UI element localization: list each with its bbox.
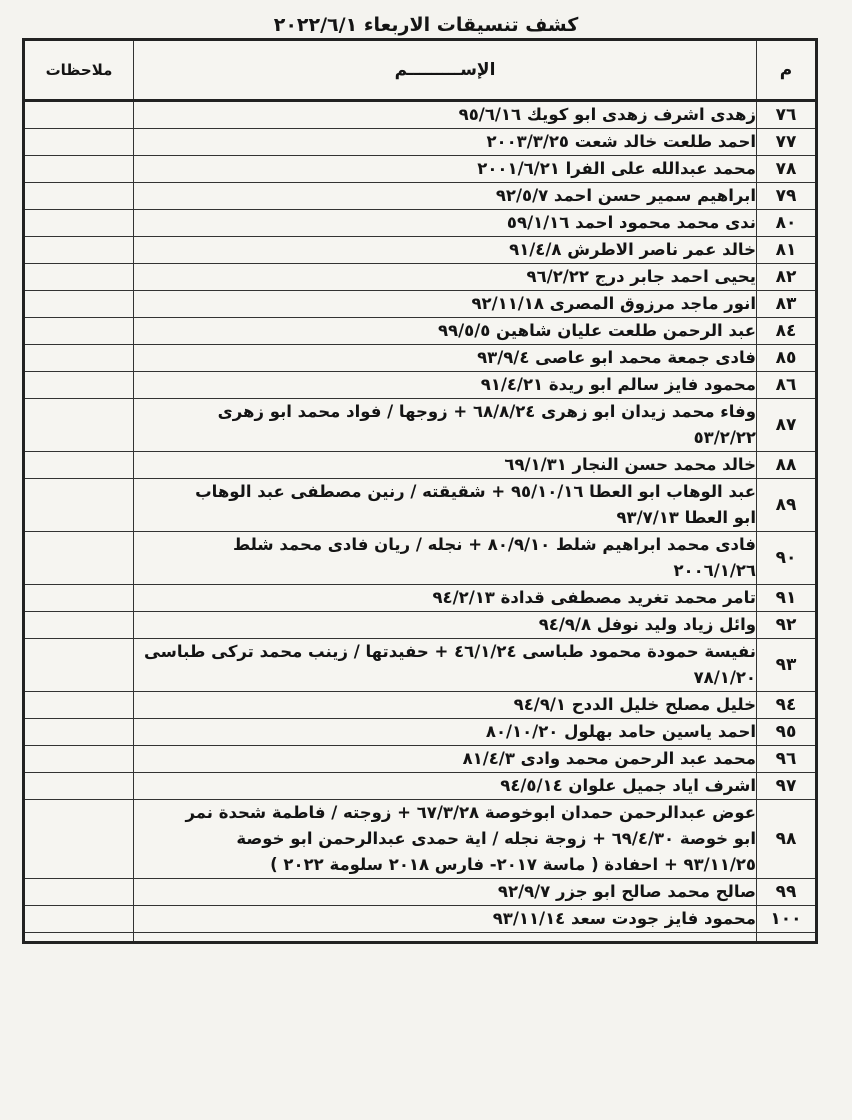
row-notes-cell [24, 692, 134, 719]
name-line: احمد ياسين حامد بهلول ٨٠/١٠/٢٠ [485, 722, 756, 741]
name-line: ابو العطا ٩٣/٧/١٣ [616, 508, 756, 527]
name-line: ندى محمد محمود احمد ٥٩/١/١٦ [506, 213, 756, 232]
table-row [24, 906, 817, 933]
table-row [24, 237, 817, 264]
row-notes-cell [24, 612, 134, 639]
row-number: ٧٧ [757, 129, 817, 156]
table-row [24, 746, 817, 773]
row-name-cell [134, 746, 757, 773]
table-row [24, 879, 817, 906]
name-line: ٢٠٠٦/١/٢٦ [673, 561, 756, 580]
table-row [24, 479, 817, 532]
row-number: ٨٤ [757, 318, 817, 345]
row-notes-cell [24, 773, 134, 800]
row-name-cell [134, 906, 757, 933]
row-number: ٨٥ [757, 345, 817, 372]
row-name-cell [134, 532, 757, 585]
name-line: ٥٣/٢/٢٢ [693, 428, 756, 447]
row-number: ٩٥ [757, 719, 817, 746]
name-line: عوض عبدالرحمن حمدان ابوخوصة ٦٧/٣/٢٨ + زوجته / فاطمة شحدة نمر [185, 803, 756, 822]
row-number: ٨٣ [757, 291, 817, 318]
table-row [24, 372, 817, 399]
name-line: زهدى اشرف زهدى ابو كويك ٩٥/٦/١٦ [458, 105, 756, 124]
name-line: ٩٣/١١/٢٥ + احفادة ( ماسة ٢٠١٧- فارس ٢٠١٨ سلومة ٢٠٢٢ ) [270, 855, 756, 874]
name-line: ابراهيم سمير حسن احمد ٩٢/٥/٧ [495, 186, 756, 205]
page-title: كشف تنسيقات الاربعاء ٢٠٢٢/٦/١ [273, 14, 579, 36]
row-number: ٧٦ [757, 101, 817, 129]
row-name-cell [134, 210, 757, 237]
name-line: اشرف اياد جميل علوان ٩٤/٥/١٤ [500, 776, 756, 795]
row-notes-cell [24, 129, 134, 156]
table-row [24, 210, 817, 237]
name-line: تامر محمد تغريد مصطفى قدادة ٩٤/٢/١٣ [432, 588, 756, 607]
row-notes-cell [24, 291, 134, 318]
row-name-cell [134, 879, 757, 906]
table-row [24, 532, 817, 585]
row-notes-cell [24, 237, 134, 264]
row-notes-cell [24, 452, 134, 479]
table-body [24, 101, 817, 943]
row-number: ٩٣ [757, 639, 817, 692]
row-number: ٩٤ [757, 692, 817, 719]
row-number: ٨٦ [757, 372, 817, 399]
name-line: فادى جمعة محمد ابو عاصى ٩٣/٩/٤ [477, 348, 756, 367]
row-name-cell [134, 183, 757, 210]
row-name-cell [134, 585, 757, 612]
row-notes-cell [24, 156, 134, 183]
row-name-cell [134, 156, 757, 183]
name-line: فادى محمد ابراهيم شلط ٨٠/٩/١٠ + نجله / ريان فادى محمد شلط [232, 535, 756, 554]
row-number: ٨٧ [757, 399, 817, 452]
name-line: وائل زياد وليد نوفل ٩٤/٩/٨ [538, 615, 756, 634]
table-row [24, 773, 817, 800]
row-number: ٨٩ [757, 479, 817, 532]
table-row [24, 345, 817, 372]
table-row [24, 264, 817, 291]
name-line: محمد عبد الرحمن محمد وادى ٨١/٤/٣ [462, 749, 756, 768]
row-name-cell [134, 692, 757, 719]
row-name-cell [134, 452, 757, 479]
row-name-cell [134, 612, 757, 639]
row-notes-cell [24, 101, 134, 129]
row-name-cell [134, 800, 757, 879]
name-line: ابو خوصة ٦٩/٤/٣٠ + زوجة نجله / اية حمدى عبدالرحمن ابو خوصة [236, 829, 756, 848]
name-line: عبد الوهاب ابو العطا ٩٥/١٠/١٦ + شقيقته / رنين مصطفى عبد الوهاب [195, 482, 756, 501]
name-line: محمود فايز جودت سعد ٩٣/١١/١٤ [492, 909, 756, 928]
name-line: خالد عمر ناصر الاطرش ٩١/٤/٨ [509, 240, 756, 259]
row-number: ٧٩ [757, 183, 817, 210]
spacer-cell [757, 933, 817, 943]
table-row [24, 129, 817, 156]
table-header-row [24, 40, 817, 101]
row-name-cell [134, 773, 757, 800]
name-line: وفاء محمد زيدان ابو زهرى ٦٨/٨/٢٤ + زوجها / فواد محمد ابو زهرى [217, 402, 756, 421]
name-line: خليل مصلح خليل الددح ٩٤/٩/١ [513, 695, 756, 714]
row-number: ٩٠ [757, 532, 817, 585]
table-row [24, 585, 817, 612]
row-number: ٩٩ [757, 879, 817, 906]
row-notes-cell [24, 746, 134, 773]
row-number: ٩٧ [757, 773, 817, 800]
table-row [24, 719, 817, 746]
row-number: ٩٦ [757, 746, 817, 773]
table-row [24, 612, 817, 639]
table-row [24, 101, 817, 129]
name-line: خالد محمد حسن النجار ٦٩/١/٣١ [504, 455, 756, 474]
row-number: ١٠٠ [757, 906, 817, 933]
row-name-cell [134, 318, 757, 345]
row-notes-cell [24, 532, 134, 585]
row-name-cell [134, 639, 757, 692]
row-number: ٩٢ [757, 612, 817, 639]
table-row [24, 692, 817, 719]
name-line: صالح محمد صالح ابو جزر ٩٢/٩/٧ [497, 882, 756, 901]
row-notes-cell [24, 399, 134, 452]
table-row [24, 156, 817, 183]
name-line: محمود فايز سالم ابو ريدة ٩١/٤/٢١ [480, 375, 756, 394]
row-name-cell [134, 345, 757, 372]
row-notes-cell [24, 372, 134, 399]
spacer-cell [134, 933, 757, 943]
row-notes-cell [24, 906, 134, 933]
table-bottom-spacer [24, 933, 817, 943]
row-name-cell [134, 372, 757, 399]
table-row [24, 318, 817, 345]
row-notes-cell [24, 183, 134, 210]
row-notes-cell [24, 800, 134, 879]
name-line: انور ماجد مرزوق المصرى ٩٢/١١/١٨ [471, 294, 756, 313]
table-row [24, 291, 817, 318]
row-notes-cell [24, 264, 134, 291]
row-notes-cell [24, 639, 134, 692]
name-line: محمد عبدالله على الفرا ٢٠٠١/٦/٢١ [477, 159, 756, 178]
table-row [24, 452, 817, 479]
row-name-cell [134, 479, 757, 532]
row-number: ٧٨ [757, 156, 817, 183]
name-line: يحيى احمد جابر درج ٩٦/٢/٢٢ [526, 267, 756, 286]
table-row [24, 639, 817, 692]
row-notes-cell [24, 318, 134, 345]
row-notes-cell [24, 719, 134, 746]
header-name: الإســـــــــم [134, 40, 757, 101]
name-line: عبد الرحمن طلعت عليان شاهين ٩٩/٥/٥ [437, 321, 756, 340]
row-number: ٨٨ [757, 452, 817, 479]
row-name-cell [134, 101, 757, 129]
row-notes-cell [24, 210, 134, 237]
row-name-cell [134, 399, 757, 452]
row-name-cell [134, 264, 757, 291]
row-name-cell [134, 129, 757, 156]
spacer-cell [24, 933, 134, 943]
name-line: ٧٨/١/٢٠ [693, 668, 756, 687]
row-number: ٨٢ [757, 264, 817, 291]
row-name-cell [134, 719, 757, 746]
row-notes-cell [24, 345, 134, 372]
header-notes: ملاحظات [24, 40, 134, 101]
row-notes-cell [24, 585, 134, 612]
header-number: م [757, 40, 817, 101]
name-line: نفيسة حمودة محمود طباسى ٤٦/١/٢٤ + حفيدتها / زينب محمد تركى طباسى [143, 642, 756, 661]
row-number: ٩٨ [757, 800, 817, 879]
row-name-cell [134, 291, 757, 318]
table-row [24, 800, 817, 879]
row-notes-cell [24, 879, 134, 906]
row-number: ٨٠ [757, 210, 817, 237]
row-number: ٩١ [757, 585, 817, 612]
name-line: احمد طلعت خالد شعت ٢٠٠٣/٣/٢٥ [486, 132, 756, 151]
row-name-cell [134, 237, 757, 264]
names-table [22, 38, 818, 944]
row-number: ٨١ [757, 237, 817, 264]
row-notes-cell [24, 479, 134, 532]
table-row [24, 183, 817, 210]
table-row [24, 399, 817, 452]
